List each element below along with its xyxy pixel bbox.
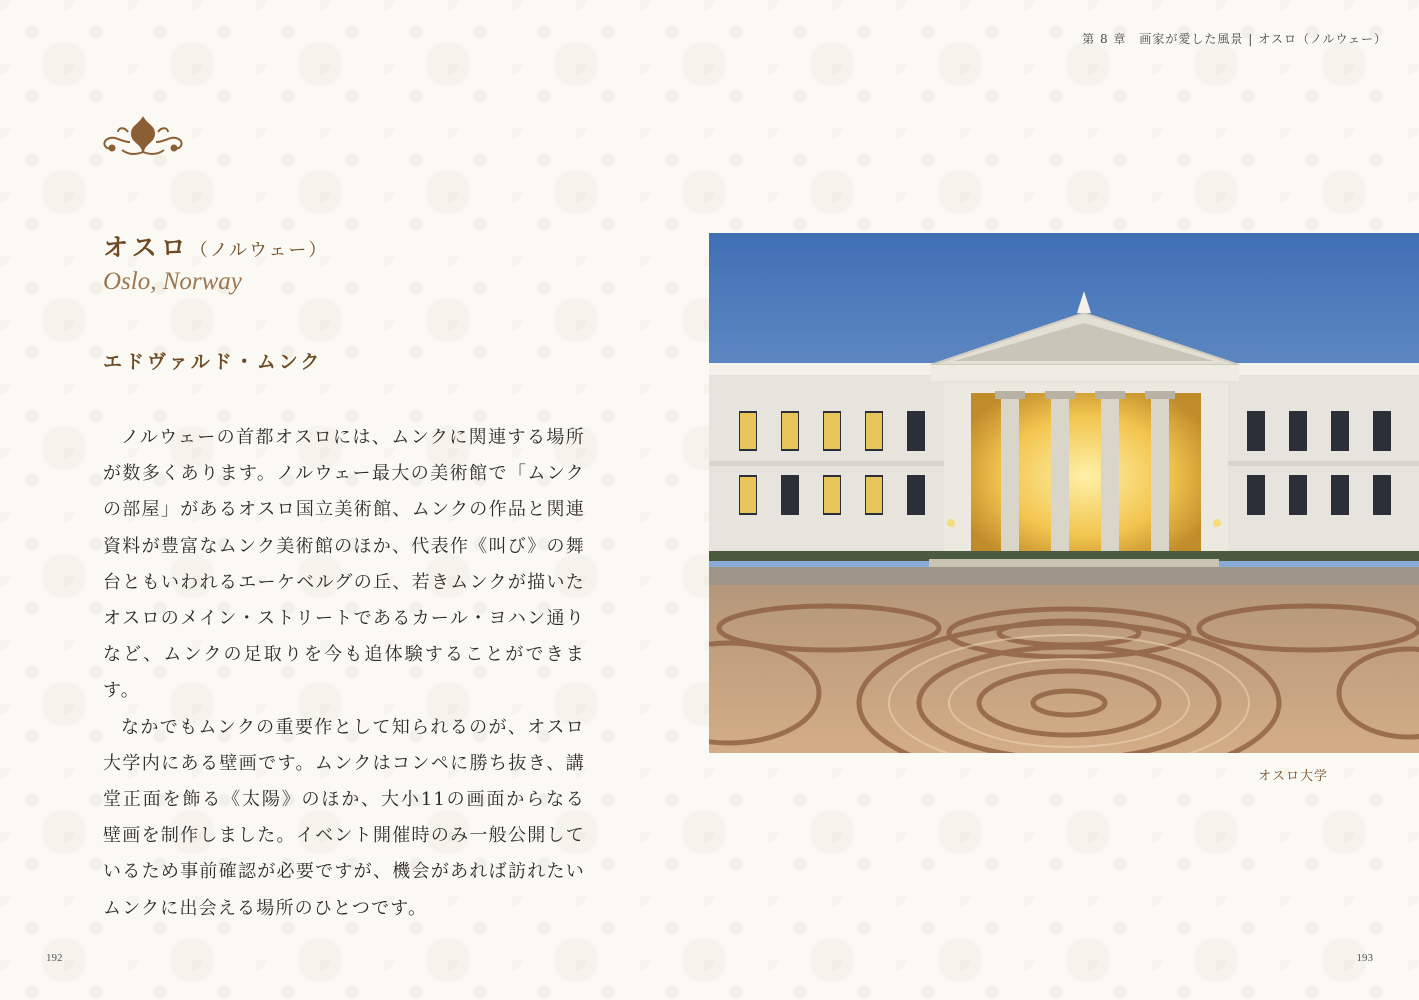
section-subtitle: エドヴァルド・ムンク: [103, 351, 323, 373]
page-number-right: 193: [1356, 952, 1373, 964]
left-page: [0, 0, 709, 1000]
title-jp-main: オスロ: [103, 233, 190, 262]
page-title: [103, 228, 328, 264]
paragraph: ノルウェーの首都オスロには、ムンクに関連する場所が数多くあります。ノルウェー最大の美術館で「ムンクの部屋」があるオスロ国立美術館、ムンクの作品と関連資料が豊富なムンク美術館のほか、代表作《叫び》の舞台ともいわれるエーケベルグの丘、若きムンクが描いたオスロのメイン・ストリートであるカール・ヨハン通りなど、ムンクの足取りを今も追体験することができます。: [103, 427, 585, 702]
paragraph: なかでもムンクの重要作として知られるのが、オスロ大学内にある壁画です。ムンクはコンペに勝ち抜き、講堂正面を飾る《太陽》のほか、大小11の画面からなる壁画を制作しました。イベント開催時のみ一般公開しているため事前確認が必要ですが、機会があれば訪れたいムンクに出会える場所のひとつです。: [103, 716, 585, 919]
title-jp-paren: （ノルウェー）: [189, 240, 329, 261]
page-number-left: 192: [46, 952, 63, 964]
ornament-icon: [100, 112, 186, 162]
photo-caption: オスロ大学: [1258, 769, 1328, 784]
body-text: [103, 420, 585, 927]
building-illustration: [709, 233, 1419, 753]
title-english: Oslo, Norway: [103, 268, 242, 295]
oslo-university-photo: [709, 233, 1419, 753]
running-head: 第 8 章 画家が愛した風景 | オスロ（ノルウェー）: [1082, 32, 1387, 46]
right-page: [709, 0, 1419, 1000]
